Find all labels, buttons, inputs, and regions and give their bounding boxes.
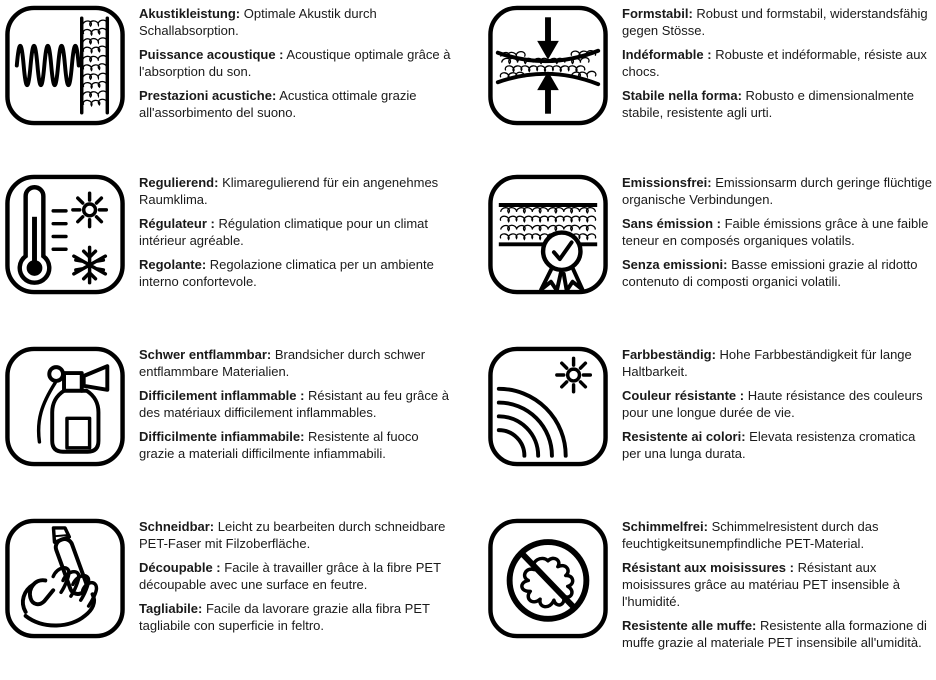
tile-text bbox=[139, 172, 457, 297]
feature-label: Emissionsfrei: bbox=[622, 175, 712, 190]
feature-text: Schimmelresistent durch das feuchtigkeitsunempfindliche PET-Material. bbox=[622, 519, 879, 551]
compression-arrows-felt-icon bbox=[487, 3, 609, 128]
feature-text: Optimale Akustik durch Schallabsorption. bbox=[139, 6, 377, 38]
tile-emissionsfrei bbox=[487, 172, 936, 297]
tile-regulierend bbox=[4, 172, 466, 297]
feature-label: Formstabil: bbox=[622, 6, 693, 21]
feature-text: Regolazione climatica per un ambiente interno confortevole. bbox=[139, 257, 434, 289]
tile-text bbox=[139, 3, 457, 128]
tile-text bbox=[622, 3, 936, 128]
feature-label: Regulierend: bbox=[139, 175, 219, 190]
feature-label: Découpable : bbox=[139, 560, 221, 575]
feature-text: Résistant au feu grâce à des matériaux difficilement inflammables. bbox=[139, 388, 449, 420]
tile-schneidbar bbox=[4, 516, 466, 641]
feature-text: Emissionsarm durch geringe flüchtige organische Verbindungen. bbox=[622, 175, 932, 207]
feature-label: Indéformable : bbox=[622, 47, 712, 62]
tile-text bbox=[139, 344, 457, 469]
feature-text: Resistente alla formazione di muffe grazie al materiale PET insensibile all'umidità. bbox=[622, 618, 927, 650]
tile-text bbox=[622, 516, 936, 658]
feature-label: Senza emissioni: bbox=[622, 257, 728, 272]
feature-label: Farbbeständig: bbox=[622, 347, 716, 362]
hand-cutter-icon bbox=[4, 516, 126, 641]
tile-schimmelfrei bbox=[487, 516, 936, 658]
rainbow-arcs-sun-icon bbox=[487, 344, 609, 469]
feature-text: Hohe Farbbeständigkeit für lange Haltbarkeit. bbox=[622, 347, 912, 379]
feature-label: Resistente ai colori: bbox=[622, 429, 746, 444]
feature-label: Schwer entflammbar: bbox=[139, 347, 272, 362]
feature-text: Facile da lavorare grazie alla fibra PET tagliabile con superficie in feltro. bbox=[139, 601, 430, 633]
acoustic-wave-felt-icon bbox=[4, 3, 126, 128]
feature-label: Puissance acoustique : bbox=[139, 47, 284, 62]
fire-extinguisher-icon bbox=[4, 344, 126, 469]
feature-label: Résistant aux moisissures : bbox=[622, 560, 794, 575]
tile-formstabil bbox=[487, 3, 936, 128]
no-mold-icon bbox=[487, 516, 609, 641]
feature-label: Difficilmente infiammabile: bbox=[139, 429, 305, 444]
tile-text bbox=[622, 344, 936, 469]
tile-akustikleistung bbox=[4, 3, 466, 128]
feature-text: Klimaregulierend für ein angenehmes Raumklima. bbox=[139, 175, 439, 207]
feature-text: Leicht zu bearbeiten durch schneidbare PET-Faser mit Filzoberfläche. bbox=[139, 519, 446, 551]
feature-label: Tagliabile: bbox=[139, 601, 203, 616]
feature-label: Resistente alle muffe: bbox=[622, 618, 757, 633]
feature-label: Régulateur : bbox=[139, 216, 215, 231]
feature-text: Elevata resistenza cromatica per una lunga durata. bbox=[622, 429, 916, 461]
feature-label: Sans émission : bbox=[622, 216, 721, 231]
feature-text: Résistant aux moisissures grâce au matériau PET insensible à l'humidité. bbox=[622, 560, 900, 609]
feature-label: Schneidbar: bbox=[139, 519, 215, 534]
feature-text: Robust und formstabil, widerstandsfähig gegen Stösse. bbox=[622, 6, 928, 38]
tile-farbbestaendig bbox=[487, 344, 936, 469]
feature-text: Faible émissions grâce à une faible teneur en composés organiques volatils. bbox=[622, 216, 929, 248]
feature-text: Facile à travailler grâce à la fibre PET découpable avec une surface en feutre. bbox=[139, 560, 441, 592]
feature-text: Brandsicher durch schwer entflammbare Materialien. bbox=[139, 347, 426, 379]
felt-certificate-badge-icon bbox=[487, 172, 609, 297]
feature-text: Régulation climatique pour un climat intérieur agréable. bbox=[139, 216, 429, 248]
feature-text: Resistente al fuoco grazie a materiali difficilmente infiammabili. bbox=[139, 429, 419, 461]
feature-text: Acoustique optimale grâce à l'absorption du son. bbox=[139, 47, 451, 79]
feature-label: Stabile nella forma: bbox=[622, 88, 742, 103]
feature-label: Akustikleistung: bbox=[139, 6, 241, 21]
feature-label: Difficilement inflammable : bbox=[139, 388, 305, 403]
feature-label: Prestazioni acustiche: bbox=[139, 88, 277, 103]
feature-text: Robuste et indéformable, résiste aux chocs. bbox=[622, 47, 927, 79]
tile-text bbox=[139, 516, 457, 641]
feature-text: Haute résistance des couleurs pour une longue durée de vie. bbox=[622, 388, 923, 420]
feature-text: Basse emissioni grazie al ridotto contenuto di composti organici volatili. bbox=[622, 257, 918, 289]
feature-text: Robusto e dimensionalmente stabile, resistente agli urti. bbox=[622, 88, 914, 120]
feature-label: Schimmelfrei: bbox=[622, 519, 708, 534]
tile-schwer-entflammbar bbox=[4, 344, 466, 469]
tile-text bbox=[622, 172, 936, 297]
feature-label: Couleur résistante : bbox=[622, 388, 745, 403]
thermometer-sun-snowflake-icon bbox=[4, 172, 126, 297]
feature-label: Regolante: bbox=[139, 257, 207, 272]
feature-text: Acustica ottimale grazie all'assorbimento del suono. bbox=[139, 88, 417, 120]
